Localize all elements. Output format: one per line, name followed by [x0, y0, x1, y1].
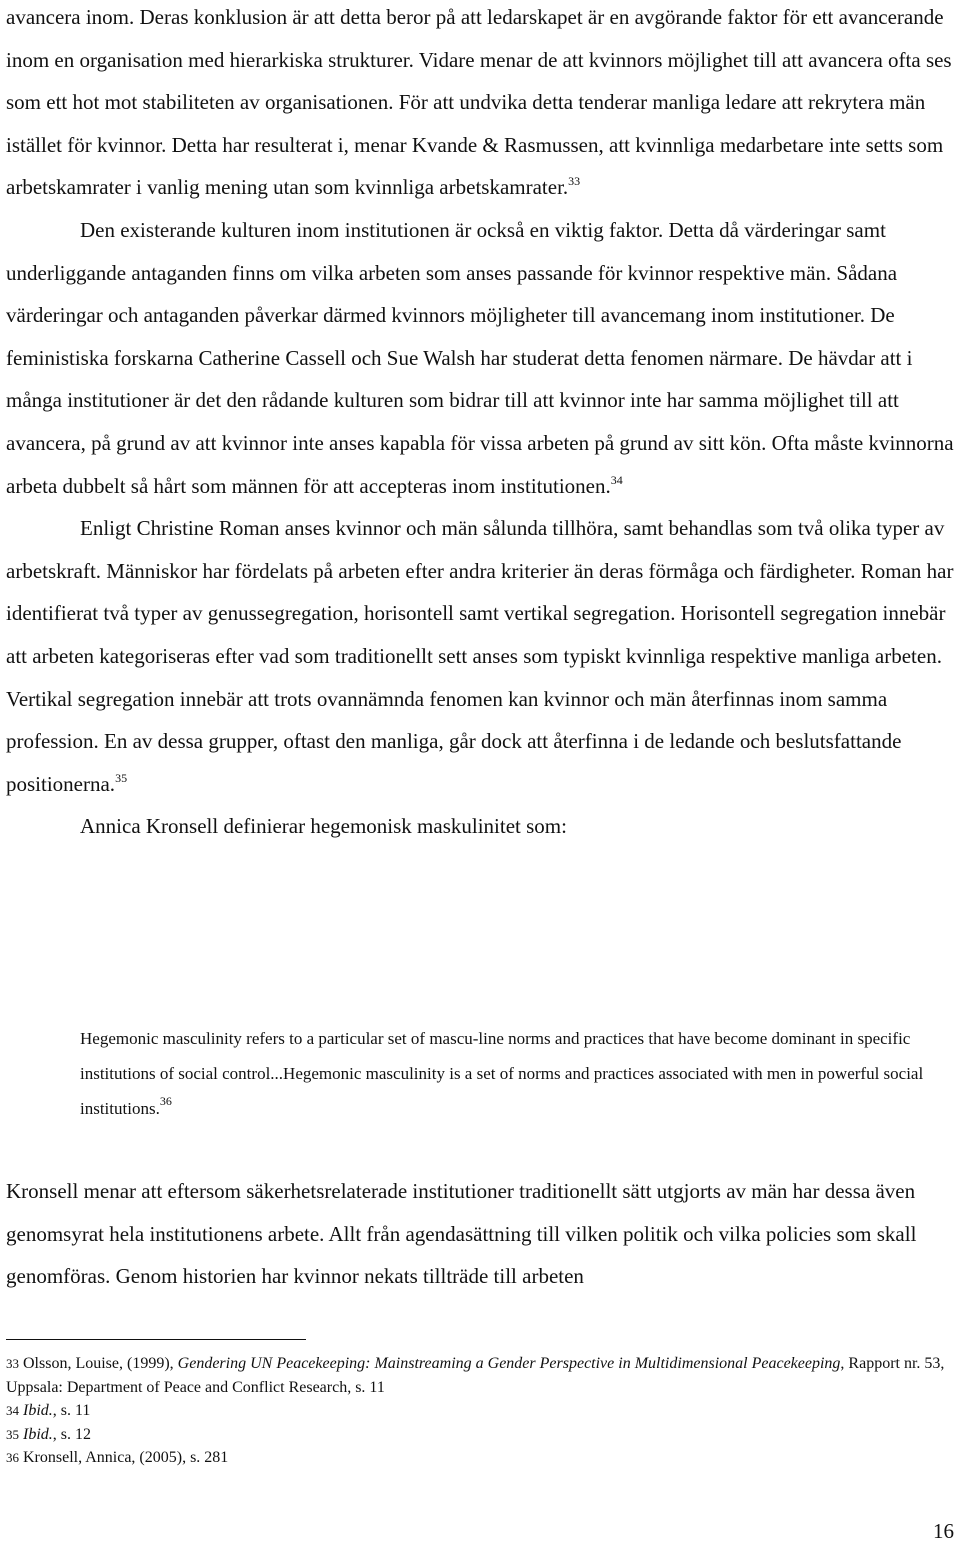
footnote-number: 35	[6, 1426, 19, 1442]
footnote-title: Ibid.	[23, 1425, 53, 1443]
footnote-separator	[6, 1339, 306, 1340]
footnote-34: 34 Ibid., s. 11	[6, 1402, 91, 1420]
footnotes	[6, 1352, 956, 1470]
footnote-number: 33	[6, 1356, 19, 1371]
footnote-title: Gendering UN Peacekeeping: Mainstreaming a Gender Perspective in Multidimensional Peacekeeping	[177, 1355, 841, 1372]
footnote-ref-34[interactable]: 34	[610, 472, 623, 487]
closing-paragraph: Kronsell menar att eftersom säkerhetsrelaterade institutioner traditionellt sätt utgjorts av män har dessa även genomsyrat hela institutionens arbete. Allt från agendasättning till vilken politik och vilka policies som skall genomföras. Genom historien har kvinnor nekats tillträde till arbeten	[6, 1179, 917, 1289]
footnote-title: Ibid.	[23, 1402, 53, 1420]
footnote-36: 36 Kronsell, Annica, (2005), s. 281	[6, 1449, 229, 1467]
footnote-33: 33 Olsson, Louise, (1999), Gendering UN Peacekeeping: Mainstreaming a Gender Perspective in Multidimensional Peacekeeping, Rapport nr. 53, Uppsala: Department of Peace and Conflict Research, s. 11	[6, 1355, 945, 1396]
footnote-number: 36	[6, 1450, 19, 1466]
footnote-ref-36[interactable]: 36	[159, 1094, 172, 1108]
block-quote: Hegemonic masculinity refers to a particular set of mascu-line norms and practices that have become dominant in specific institutions of social control...Hegemonic masculinity is a set of norms and practices associated with men in powerful social institutions.$^{36}$	[80, 1029, 924, 1118]
main-text-block	[6, 0, 954, 848]
paragraph-4: Annica Kronsell definierar hegemonisk maskulinitet som:	[80, 814, 567, 839]
page-number: 16	[933, 1519, 954, 1543]
paragraph-1: avancera inom. Deras konklusion är att detta beror på att ledarskapet är en avgörande faktor för ett avancerande inom en organisation med hierarkiska strukturer. Vidare menar de att kvinnors möjlighet till att avancera ofta ses som ett hot mot stabiliteten av organisationen. För att undvika detta tenderar manliga ledare att rekrytera män istället för kvinnor. Detta har resulterat i, menar Kvande & Rasmussen, att kvinnliga medarbetare inte setts som arbetskamrater i vanlig mening utan som kvinnliga arbetskamrater.$^{33}$	[6, 5, 952, 200]
paragraph-2: Den existerande kulturen inom institutionen är också en viktig faktor. Detta då värderingar samt underliggande antaganden finns om vilka arbeten som anses passande för kvinnor respektive män. Sådana värderingar och antaganden påverkar därmed kvinnors möjligheter till avancemang inom institutioner. De feministiska forskarna Catherine Cassell och Sue Walsh har studerat detta fenomen närmare. De hävdar att i många institutioner är det den rådande kulturen som bidrar till att kvinnor inte har samma möjlighet till att avancera, på grund av att kvinnor inte anses kapabla för vissa arbeten på grund av sitt kön. Ofta måste kvinnorna arbeta dubbelt så hårt som männen för att accepteras inom institutionen.$^{34}$	[6, 217, 954, 498]
footnote-35: 35 Ibid., s. 12	[6, 1425, 92, 1443]
paragraph-3: Enligt Christine Roman anses kvinnor och män sålunda tillhöra, samt behandlas som två olika typer av arbetskraft. Människor har fördelats på arbeten efter andra kriterier än deras förmåga och färdigheter. Roman har identifierat två typer av genussegregation, horisontell samt vertikal segregation. Horisontell segregation innebär att arbeten kategoriseras efter vad som traditionellt sett anses som typiskt kvinnliga respektive manliga arbeten. Vertikal segregation innebär att trots ovannämnda fenomen kan kvinnor och män återfinnas inom samma profession. En av dessa grupper, oftast den manliga, går dock att återfinna i de ledande och beslutsfattande positionerna.$^{35}$	[6, 516, 954, 796]
footnote-ref-35[interactable]: 35	[115, 770, 128, 785]
footnote-number: 34	[6, 1403, 19, 1419]
footnote-ref-33[interactable]: 33	[568, 174, 581, 189]
